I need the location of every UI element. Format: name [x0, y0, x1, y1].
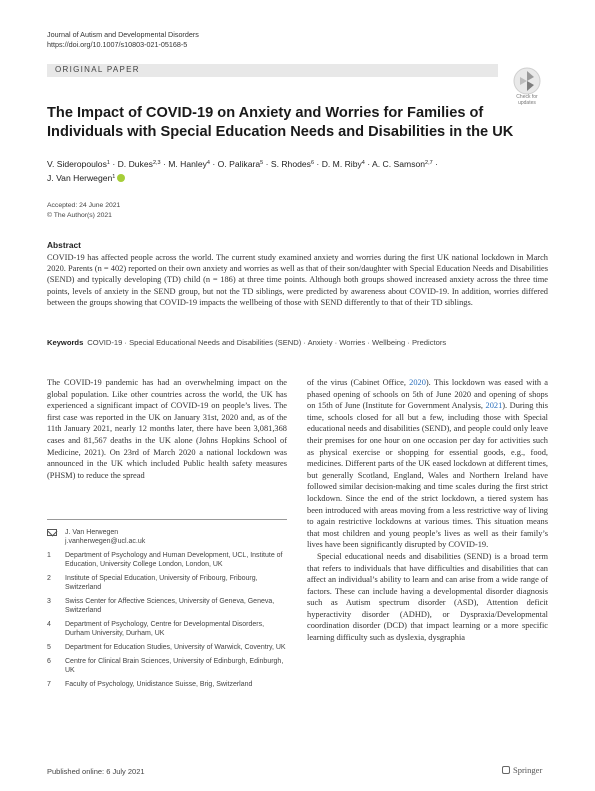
- affiliation-text: Department of Psychology, Centre for Developmental Disorders, Durham University, Durham, UK: [65, 620, 265, 638]
- publisher-name: Springer: [513, 765, 543, 775]
- footnotes: [47, 528, 287, 693]
- author[interactable]: S. Rhodes: [270, 159, 311, 169]
- body-paragraph: [307, 377, 548, 551]
- keywords: [47, 338, 548, 348]
- correspondence-name: J. Van Herwegen: [65, 529, 119, 536]
- affiliation-number: 7: [47, 680, 51, 688]
- published-date: Published online: 6 July 2021: [47, 767, 145, 776]
- accepted-date: Accepted: 24 June 2021: [47, 202, 121, 209]
- affiliation-number: 3: [47, 597, 51, 605]
- crossmark-icon[interactable]: [512, 66, 542, 96]
- body-column-left: [47, 377, 287, 481]
- journal-name: Journal of Autism and Developmental Disorders: [47, 30, 199, 39]
- affiliation: [47, 620, 287, 639]
- footnote-divider: [47, 519, 287, 520]
- affiliation: [47, 657, 287, 676]
- affiliation-number: 6: [47, 657, 51, 665]
- author-affiliation-mark: 1: [112, 174, 116, 180]
- keywords-label: Keywords: [47, 338, 84, 347]
- author[interactable]: A. C. Samson: [372, 159, 426, 169]
- article-dates: [47, 201, 120, 220]
- citation-link[interactable]: 2020: [409, 378, 426, 387]
- author[interactable]: J. Van Herwegen: [47, 173, 113, 183]
- crossmark-label[interactable]: Check for updates: [516, 94, 538, 106]
- affiliation-number: 5: [47, 643, 51, 651]
- author-affiliation-mark: 1: [106, 160, 110, 166]
- author-affiliation-mark: 4: [206, 160, 210, 166]
- affiliation-number: 1: [47, 551, 51, 559]
- envelope-icon: [47, 529, 57, 536]
- body-text: ). This lockdown was eased with a phased opening of schools on 5th of June 2020 and opening of shops on 15th of June (Institute for Government Analysis,: [307, 378, 548, 411]
- body-text: ). During this time, schools closed for all but a few, including those with Special educational needs and disabilities (SEND), and people could only leave their premises for one hour on one occasion per day for activities such as physical exercise or shopping for essential goods, e.g., food, medicines. Different parts of the UK eased lockdown at different times, but generally Scotland, England, Wales and Northern Ireland have followed similar decision-making and time scales during the first strict lockdown. Since the end of the strict lockdown, a tiered system has been introduced with areas moving from a less restrictive way of living to again restrictive lockdowns at various times. This situation means that most children and young people’s lives as well as their family’s lives have been significantly disrupted by COVID-19.: [307, 401, 549, 550]
- author-affiliation-mark: 5: [260, 160, 264, 166]
- keywords-text: COVID-19 · Special Educational Needs and Disabilities (SEND) · Anxiety · Worries · Wellbeing · Predictors: [87, 338, 447, 347]
- author[interactable]: V. Sideropoulos: [47, 159, 107, 169]
- affiliation-text: Faculty of Psychology, Unidistance Suisse, Brig, Switzerland: [65, 680, 253, 688]
- affiliation: [47, 643, 287, 652]
- correspondence: [47, 528, 287, 547]
- publisher-logo: [502, 765, 542, 775]
- affiliation-text: Swiss Center for Affective Sciences, University of Geneva, Geneva, Switzerland: [65, 597, 275, 615]
- affiliation-text: Department for Education Studies, University of Warwick, Coventry, UK: [65, 643, 286, 651]
- author-list: V. Sideropoulos$^1$ · D. Dukes$^{2,3}$ · M. Hanley$^4$ · O. Palikara$^5$ · S. Rhodes$^6$ · D. M. Riby$^4$ · A. C. Samson$^{2,7}$ · J. Van Herwegen$^1$: [47, 159, 438, 183]
- author[interactable]: D. Dukes: [117, 159, 153, 169]
- affiliation: [47, 597, 287, 616]
- journal-doi[interactable]: https://doi.org/10.1007/s10803-021-05168-5: [47, 40, 188, 49]
- author-affiliation-mark: 2,7: [425, 160, 433, 166]
- abstract-heading: Abstract: [47, 240, 81, 250]
- section-band: [47, 64, 498, 77]
- affiliation-text: Centre for Clinical Brain Sciences, University of Edinburgh, Edinburgh, UK: [65, 657, 284, 674]
- correspondence-email[interactable]: j.vanherwegen@ucl.ac.uk: [65, 538, 146, 546]
- body-text: of the virus (Cabinet Office,: [307, 378, 410, 387]
- author[interactable]: D. M. Riby: [321, 159, 362, 169]
- affiliation-number: 2: [47, 574, 51, 582]
- body-column-right: [307, 377, 548, 644]
- author[interactable]: M. Hanley: [168, 159, 207, 169]
- affiliation-text: Institute of Special Education, University of Fribourg, Fribourg, Switzerland: [65, 574, 258, 592]
- author-affiliation-mark: 4: [361, 160, 365, 166]
- author-affiliation-mark: 2,3: [152, 160, 161, 166]
- copyright: © The Author(s) 2021: [47, 211, 112, 219]
- affiliation-number: 4: [47, 620, 51, 628]
- abstract-text: COVID-19 has affected people across the world. The current study examined anxiety and worries during the first UK national lockdown in March 2020. Parents (n = 402) reported on their own anxiety and worries as well as that of their son/daughter with Special Education Needs and Disabilities (SEND) and typically developing (TD) child (n = 186) at three time points. Although both groups showed increased anxiety across the three time points, levels of anxiety in the SEND group, but not the TD siblings, were predicted by awareness about COVID-19. In addition, worries differed between the groups showing that COVID-19 impacts the wellbeing of those with SEND differently to that of their TD siblings.: [47, 253, 548, 307]
- citation-link[interactable]: 2021: [485, 401, 503, 411]
- author-affiliation-mark: 6: [310, 160, 315, 166]
- body-paragraph: The COVID-19 pandemic has had an overwhelming impact on the global population. Like other countries across the world, the UK has experienced a significant impact of COVID-19 on people’s lives. The first case was reported in the UK on January 31st, 2020 and, as of the 11th January 2021, nearly 12 months later, there have been 3,081,368 cases and 81,567 deaths in the UK alone (Johns Hopkins School of Medicine, 2021). On 23rd of March 2020 a national lockdown was announced in the UK which included Public health safety measures (PHSM) to reduce the spread: [47, 378, 287, 480]
- journal-header: [47, 30, 199, 50]
- section-label: ORIGINAL PAPER: [55, 65, 140, 74]
- author[interactable]: O. Palikara: [217, 159, 261, 169]
- orcid-icon[interactable]: [117, 174, 125, 182]
- affiliation: [47, 574, 287, 593]
- affiliation: [47, 551, 287, 570]
- body-paragraph: Special educational needs and disabilities (SEND) is a broad term that refers to individuals that have difficulties and disabilities that can affect an individual’s ability to learn and can arise from a wide range of factors. These can include having a developmental disorder diagnosis such as Autism spectrum disorder (ASD), Attention deficit hyperactivity disorder (ADHD), or Dyspraxia/Developmental coordination disorder (DCD) that impact learning or a more specific learning difficulty such as dyslexia, dysgraphia: [307, 551, 548, 643]
- affiliation: [47, 680, 287, 689]
- springer-horse-icon: [502, 766, 510, 774]
- paper-title: The Impact of COVID-19 on Anxiety and Worries for Families of Individuals with Special Education Needs and Disabilities in the UK: [47, 105, 514, 140]
- affiliation-text: Department of Psychology and Human Development, UCL, Institute of Education, University College London, London, UK: [65, 551, 283, 569]
